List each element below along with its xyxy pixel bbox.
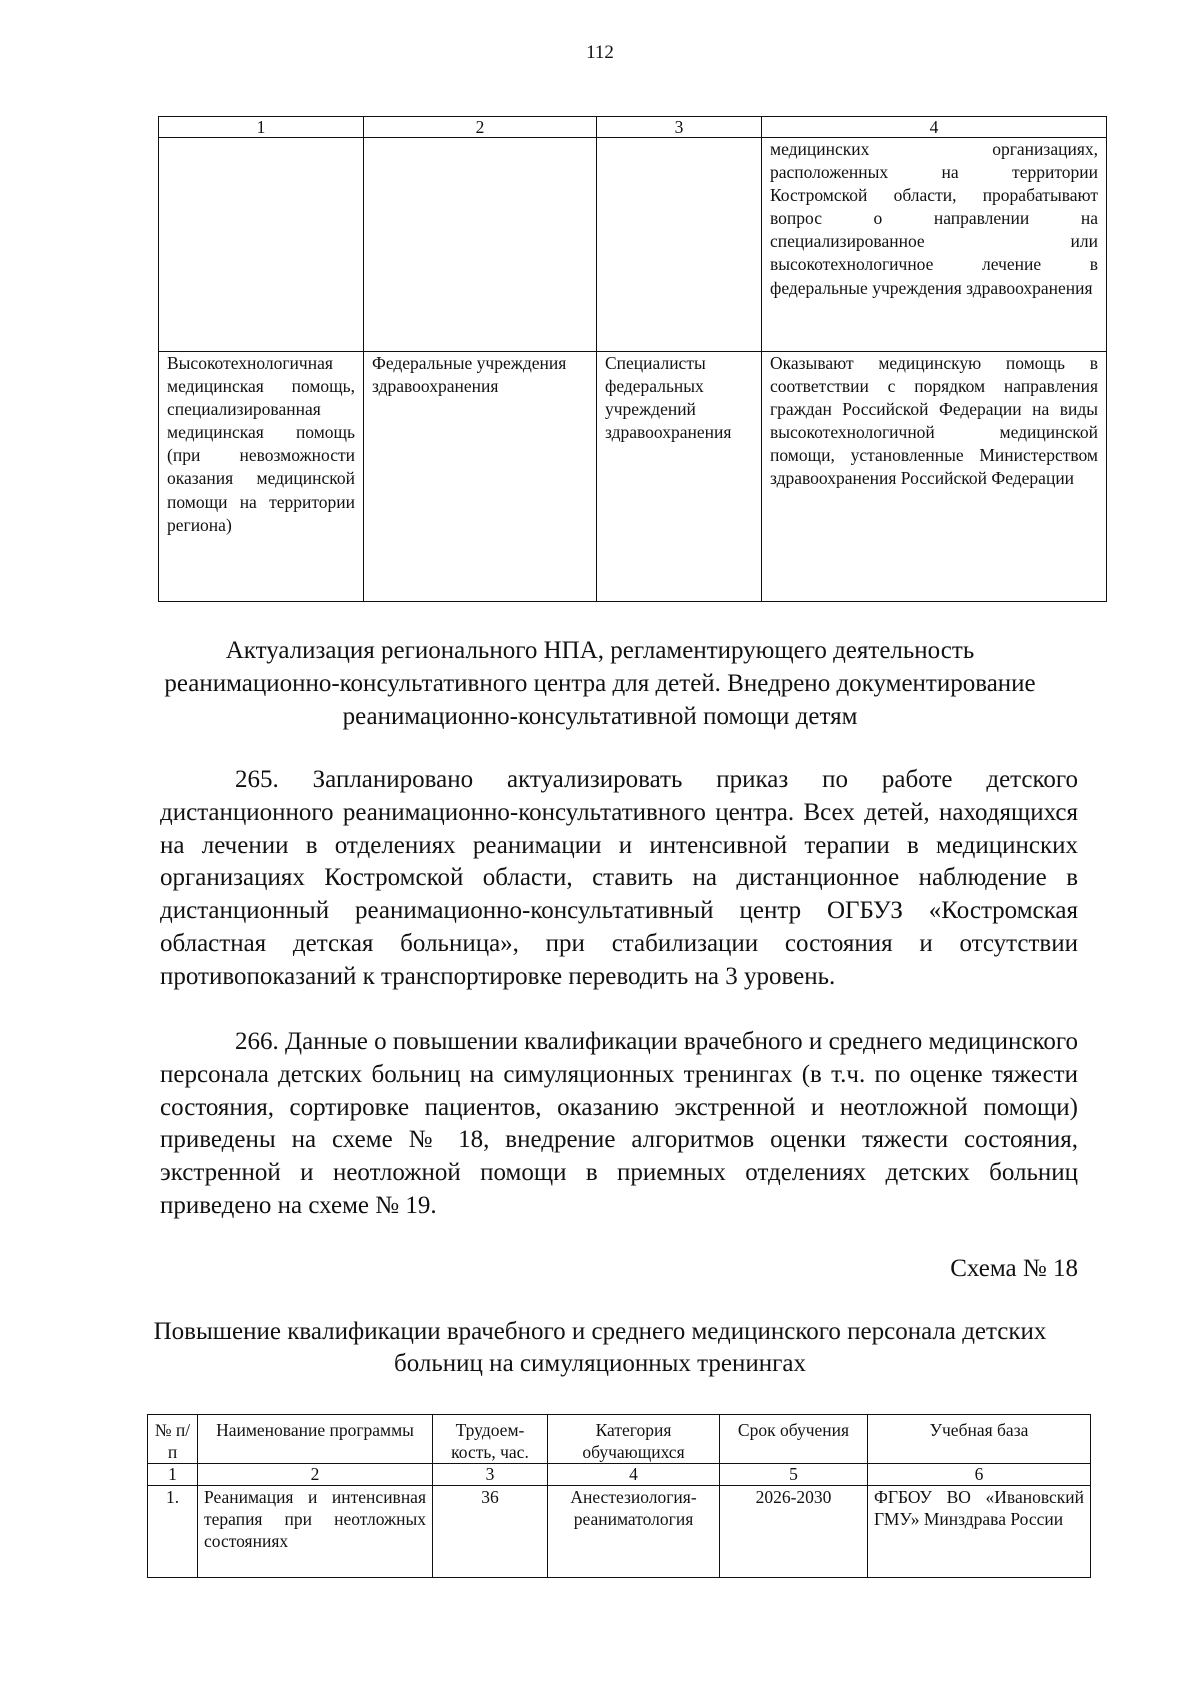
program-name: Реанимация и интенсивная терапия при неотложных состояниях (198, 1486, 433, 1578)
table-cell (364, 138, 597, 352)
column-number: 3 (433, 1464, 548, 1486)
column-number: 6 (868, 1464, 1091, 1486)
training-table (147, 1414, 1091, 1578)
column-number: 4 (762, 117, 1107, 138)
scheme-title: Повышение квалификации врачебного и среднего медицинского персонала детских больниц на симуляционных тренингах (153, 1318, 1047, 1377)
scheme-label: Схема № 18 (950, 1255, 1078, 1282)
column-number: 2 (198, 1464, 433, 1486)
table-cell (597, 138, 762, 352)
column-header: Категория обучающихся (548, 1415, 720, 1464)
column-number: 5 (720, 1464, 868, 1486)
hours: 36 (433, 1486, 548, 1578)
column-number: 1 (148, 1464, 198, 1486)
training-period: 2026-2030 (720, 1486, 868, 1578)
table-cell: Специалисты федеральных учреждений здравоохранения (597, 352, 762, 602)
care-levels-table (158, 116, 1107, 602)
table-row (148, 1486, 1091, 1578)
table-column-numbers (159, 117, 1107, 138)
row-number: 1. (148, 1486, 198, 1578)
column-header: Трудоем-кость, час. (433, 1415, 548, 1464)
training-base: ФГБОУ ВО «Ивановский ГМУ» Минздрава России (868, 1486, 1091, 1578)
section-heading: Актуализация регионального НПА, регламентирующего деятельность реанимационно-консультативного центра для детей. Внедрено документирование реанимационно-консультативной помощи детям (164, 637, 1036, 730)
column-number: 2 (364, 117, 597, 138)
table-cell: Федеральные учреждения здравоохранения (364, 352, 597, 602)
column-number: 1 (159, 117, 364, 138)
column-number: 4 (548, 1464, 720, 1486)
column-header: Наименование программы (198, 1415, 433, 1464)
learner-category: Анестезиология-реаниматология (548, 1486, 720, 1578)
table-cell (159, 138, 364, 352)
page-number: 112 (586, 42, 614, 63)
table-row (159, 352, 1107, 602)
column-header: Учебная база (868, 1415, 1091, 1464)
column-number: 3 (597, 117, 762, 138)
column-header: Срок обучения (720, 1415, 868, 1464)
table-header (148, 1415, 1091, 1464)
paragraph-266: 266. Данные о повышении квалификации врачебного и среднего медицинского персонала детских больниц на симуляционных тренингах (в т.ч. по оценке тяжести состояния, сортировке пациентов, оказанию экстренной и неотложной помощи) приведены на схеме № 18, внедрение алгоритмов оценки тяжести состояния, экстренной и неотложной помощи в приемных отделениях детских больниц приведено на схеме № 19. (160, 1028, 1078, 1219)
table-cell: Оказывают медицинскую помощь в соответствии с порядком направления граждан Российской Федерации на виды высокотехнологичной медицинской помощи, установленные Министерством здравоохранения Российской Федерации (762, 352, 1107, 602)
table-column-numbers (148, 1464, 1091, 1486)
table-cell: медицинских организациях, расположенных на территории Костромской области, прорабатывают вопрос о направлении на специализированное или высокотехнологичное лечение в федеральные учреждения здравоохранения (762, 138, 1107, 352)
table-cell: Высокотехнологичная медицинская помощь, специализированная медицинская помощь (при невозможности оказания медицинской помощи на территории региона) (159, 352, 364, 602)
table-row (159, 138, 1107, 352)
paragraph-265: 265. Запланировано актуализировать приказ по работе детского дистанционного реанимационно-консультативного центра. Всех детей, находящихся на лечении в отделениях реанимации и интенсивной терапии в медицинских организациях Костромской области, ставить на дистанционное наблюдение в дистанционный реанимационно-консультативный центр ОГБУЗ «Костромская областная детская больница», при стабилизации состояния и отсутствии противопоказаний к транспортировке переводить на 3 уровень. (160, 766, 1078, 990)
column-header: № п/п (148, 1415, 198, 1464)
